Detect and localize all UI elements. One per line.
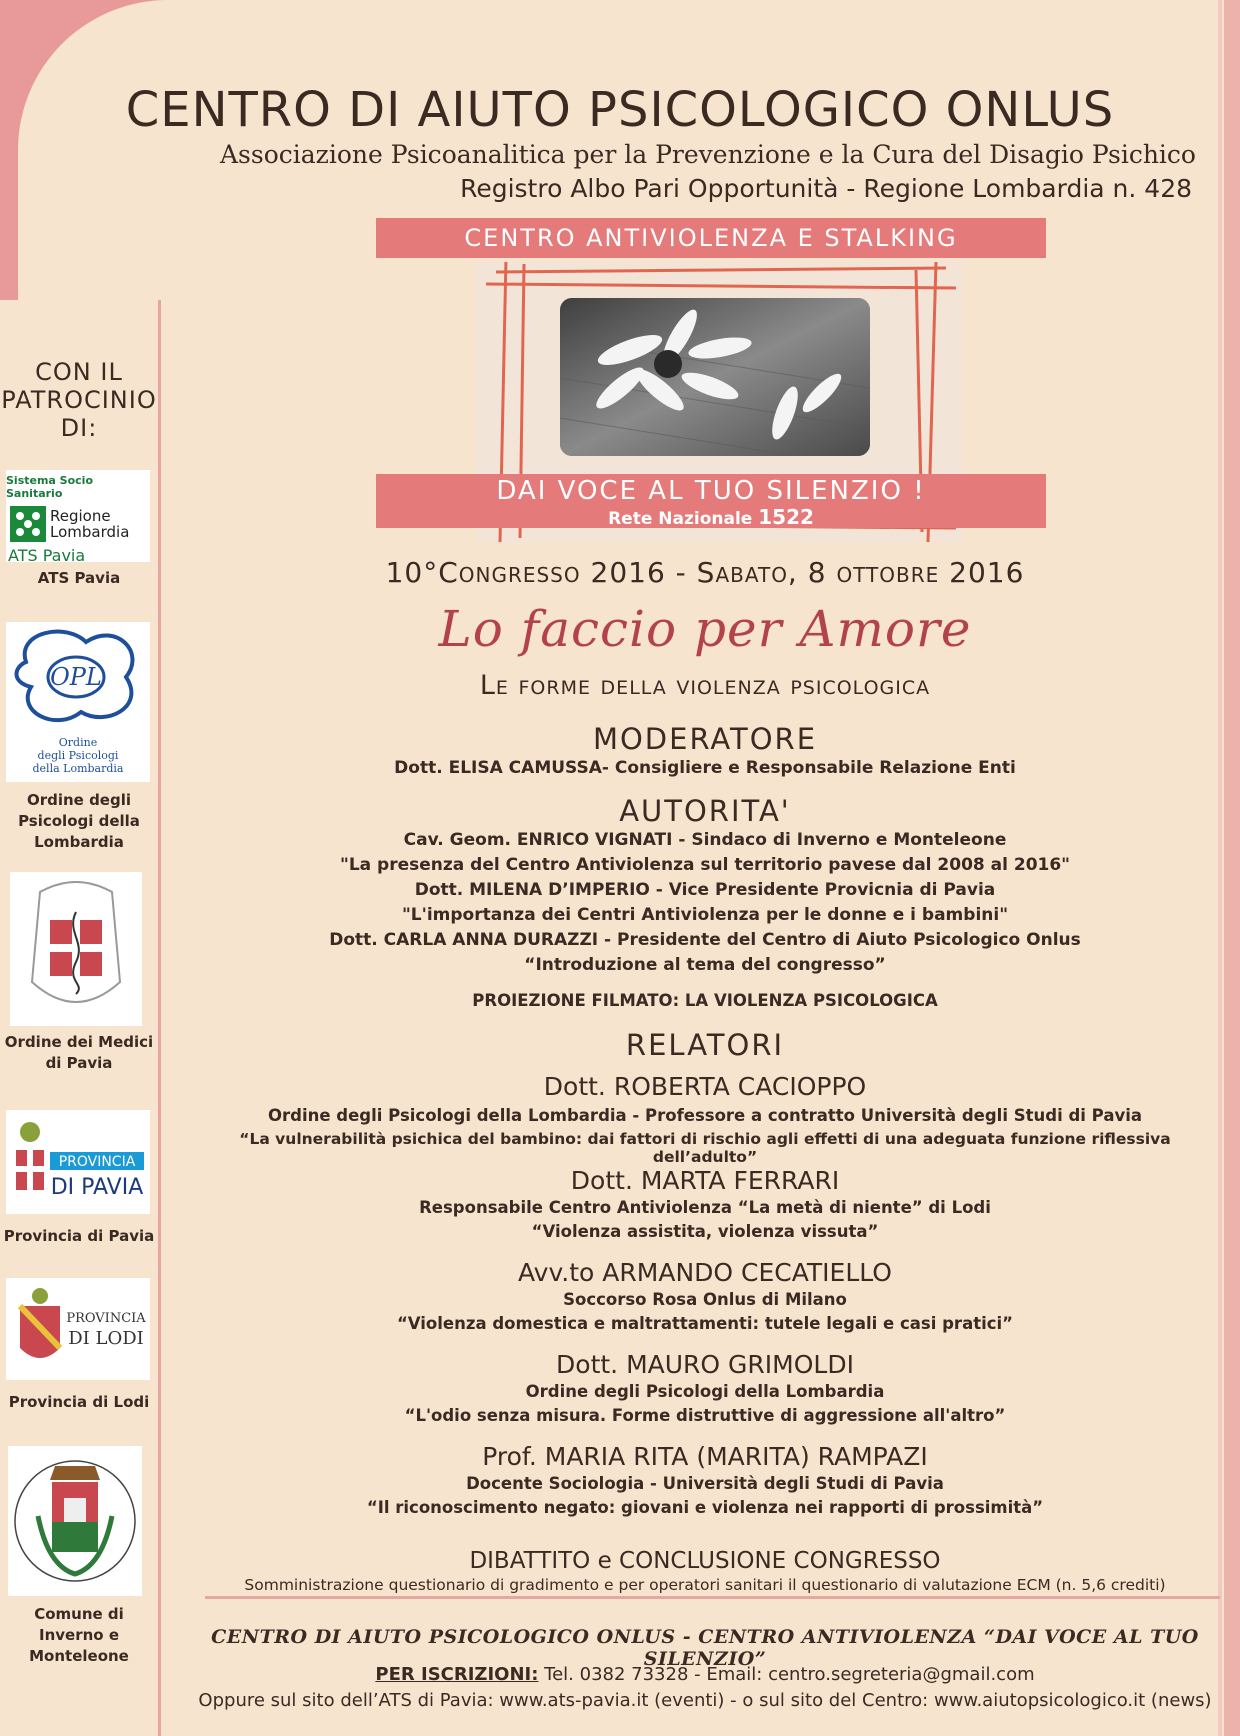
authority-line: "La presenza del Centro Antiviolenza sul territorio pavese dal 2008 al 2016"	[339, 855, 1071, 875]
org-subtitle: Associazione Psicoanalitica per la Prevenzione e la Cura del Disagio Psichico	[219, 140, 1196, 169]
patronage-heading: CON IL PATROCINIO DI:	[1, 358, 157, 442]
speaker-name: Prof. MARIA RITA (MARITA) RAMPAZI	[482, 1442, 928, 1471]
daisy-icon	[560, 298, 870, 456]
speaker-talk: “Violenza assistita, violenza vissuta”	[531, 1222, 879, 1241]
patron-caption: Ordine dei Medici di Pavia	[4, 1033, 154, 1072]
authority-line: "L'importanza dei Centri Antiviolenza per le donne e i bambini"	[401, 905, 1009, 925]
speakers-heading: RELATORI	[625, 1028, 785, 1062]
provincia-pavia-logo	[6, 1110, 150, 1214]
authority-line: Dott. MILENA D’IMPERIO - Vice Presidente Provicnia di Pavia	[414, 880, 996, 900]
svg-text:OPL: OPL	[50, 663, 102, 691]
patron-caption: Ordine degli Psicologi della Lombardia	[18, 791, 140, 851]
svg-text:DI LODI: DI LODI	[68, 1328, 144, 1349]
authority-line: “Introduzione al tema del congresso”	[524, 955, 886, 975]
authorities-heading: AUTORITA'	[619, 794, 791, 828]
closing-note: Somministrazione questionario di gradimento e per operatori sanitari il questionario di valutazione ECM (n. 5,6 crediti)	[244, 1576, 1166, 1594]
daisy-photo	[560, 298, 870, 456]
closing-heading: DIBATTITO e CONCLUSIONE CONGRESSO	[469, 1548, 941, 1574]
footer-contact	[190, 1664, 1220, 1685]
speaker-role: Responsabile Centro Antiviolenza “La metà di niente” di Lodi	[419, 1198, 991, 1217]
banner-slogan: DAI VOCE AL TUO SILENZIO !	[496, 476, 926, 506]
authority-line: Dott. CARLA ANNA DURAZZI - Presidente del Centro di Aiuto Psicologico Onlus	[329, 930, 1081, 950]
ats-pavia-logo: Sistema Socio Sanitario Regione Lombardia ATS Pavia	[6, 470, 150, 562]
speaker-talk: “L'odio senza misura. Forme distruttive di aggressione all'altro”	[404, 1406, 1006, 1425]
network-number: 1522	[758, 505, 814, 529]
footer-web[interactable]: Oppure sul sito dell’ATS di Pavia: www.ats-pavia.it (eventi) - o sul sito del Centro: www.aiutopsicologico.it (news)	[198, 1690, 1212, 1711]
network-label: Rete Nazionale 1522	[608, 505, 814, 529]
speaker-talk: “La vulnerabilità psichica del bambino: dai fattori di rischio agli effetti di una adeguata funzione riflessiva dell’adulto”	[239, 1130, 1171, 1166]
speaker-talk: “Violenza domestica e maltrattamenti: tutele legali e casi pratici”	[396, 1314, 1014, 1333]
lodi-crest-icon	[6, 1278, 150, 1380]
lombardia-rose-icon	[10, 506, 46, 542]
speaker-role: Soccorso Rosa Onlus di Milano	[563, 1290, 847, 1309]
event-slogan: Lo faccio per Amore	[438, 600, 972, 658]
provincia-lodi-logo	[6, 1278, 150, 1380]
patron-caption: ATS Pavia	[37, 569, 121, 587]
patron-caption: Comune di Inverno e Monteleone	[29, 1605, 129, 1665]
banner-bottom	[376, 474, 1046, 528]
org-title: CENTRO DI AIUTO PSICOLOGICO ONLUS	[125, 82, 1115, 138]
moderator-line: Dott. ELISA CAMUSSA- Consigliere e Responsabile Relazione Enti	[394, 758, 1016, 778]
svg-text:PROVINCIA: PROVINCIA	[66, 1311, 146, 1326]
speaker-name: Avv.to ARMANDO CECATIELLO	[518, 1258, 892, 1287]
speaker-talk: “Il riconoscimento negato: giovani e violenza nei rapporti di prossimità”	[366, 1498, 1044, 1517]
contact-details[interactable]: Tel. 0382 73328 - Email: centro.segreteria@gmail.com	[544, 1664, 1035, 1685]
footer-divider	[205, 1596, 1220, 1599]
medical-crest-icon	[10, 872, 142, 1026]
patron-caption: Provincia di Lodi	[8, 1393, 150, 1411]
speaker-role: Docente Sociologia - Università degli Studi di Pavia	[466, 1474, 944, 1493]
banner-top: CENTRO ANTIVIOLENZA E STALKING	[376, 218, 1046, 258]
moderator-heading: MODERATORE	[592, 722, 818, 756]
speaker-role: Ordine degli Psicologi della Lombardia - Professore a contratto Università degli Studi di Pavia	[267, 1106, 1143, 1125]
speaker-role: Ordine degli Psicologi della Lombardia	[525, 1382, 885, 1401]
speaker-name: Dott. MARTA FERRARI	[570, 1166, 840, 1195]
speaker-name: Dott. MAURO GRIMOLDI	[556, 1350, 854, 1379]
footer-banner: CENTRO DI AIUTO PSICOLOGICO ONLUS - CENTRO ANTIVIOLENZA “DAI VOCE AL TUO SILENZIO”	[211, 1626, 1199, 1670]
film-line: PROIEZIONE FILMATO: LA VIOLENZA PSICOLOGICA	[472, 991, 938, 1010]
event-subtitle: Le forme della violenza psicologica	[479, 670, 931, 701]
opl-logo: OPL Ordine degli Psicologi della Lombardia	[6, 622, 150, 782]
svg-text:PROVINCIA: PROVINCIA	[58, 1154, 136, 1170]
registration-label: PER ISCRIZIONI:	[375, 1664, 539, 1685]
congress-date: 10°Congresso 2016 - Sabato, 8 ottobre 2016	[385, 556, 1025, 589]
org-registry: Registro Albo Pari Opportunità - Regione Lombardia n. 428	[460, 174, 1192, 203]
patron-caption: Provincia di Pavia	[3, 1227, 155, 1245]
frame-right-bar	[1224, 0, 1240, 1736]
pavia-crest-icon	[6, 1110, 150, 1214]
authority-line: Cav. Geom. ENRICO VIGNATI - Sindaco di Inverno e Monteleone	[403, 830, 1007, 850]
svg-text:DI PAVIA: DI PAVIA	[50, 1175, 144, 1200]
speaker-name: Dott. ROBERTA CACIOPPO	[543, 1072, 867, 1101]
comune-crest-icon	[8, 1446, 142, 1596]
comune-crest	[8, 1446, 142, 1596]
opl-mark-icon	[6, 622, 150, 732]
ordine-medici-crest	[10, 872, 142, 1026]
